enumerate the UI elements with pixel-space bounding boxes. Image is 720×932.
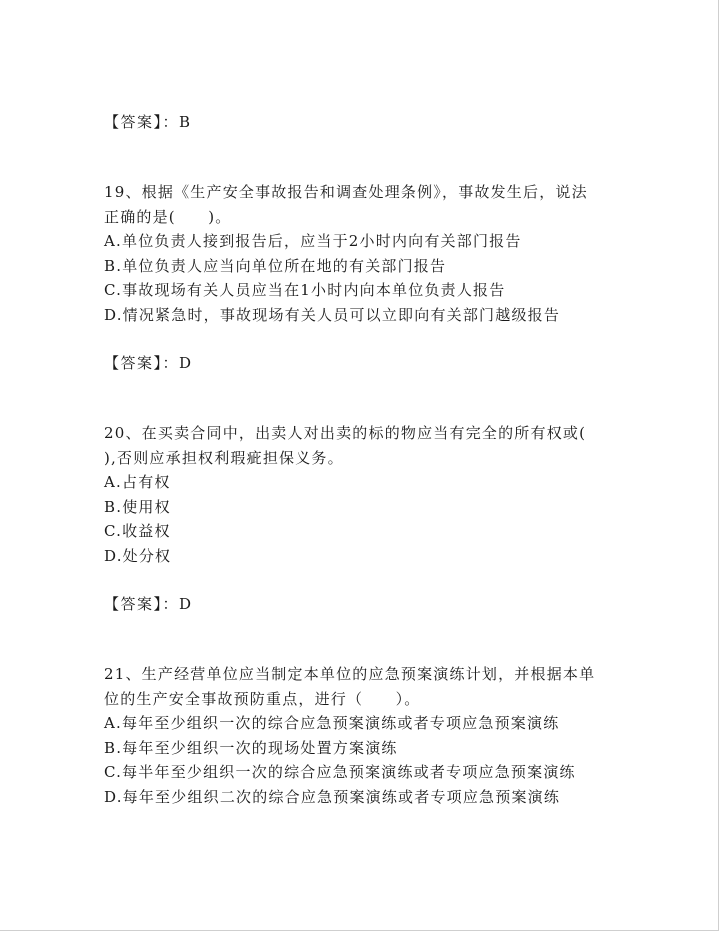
option-c: C.事故现场有关人员应当在1小时内向本单位负责人报告 — [104, 281, 506, 299]
question-20 — [104, 421, 604, 568]
question-stem-line: 21、生产经营单位应当制定本单位的应急预案演练计划，并根据本单 — [104, 665, 596, 683]
option-d: D.处分权 — [104, 546, 172, 565]
question-stem-line: 19、根据《生产安全事故报告和调查处理条例》，事故发生后，说法 — [104, 183, 588, 201]
option-b: B.使用权 — [104, 497, 171, 516]
option-c: C.每半年至少组织一次的综合应急预案演练或者专项应急预案演练 — [104, 763, 576, 781]
option-b: B.每年至少组织一次的现场处置方案演练 — [104, 738, 398, 757]
question-stem-line: 位的生产安全事故预防重点，进行（ ）。 — [104, 689, 421, 708]
option-d: D.情况紧急时，事故现场有关人员可以立即向有关部门越级报告 — [104, 305, 561, 324]
option-c: C.收益权 — [104, 522, 171, 540]
document-content — [104, 110, 604, 809]
answer-19: 【答案】：D — [104, 354, 193, 372]
answer-previous: 【答案】：B — [104, 113, 192, 131]
option-a: A.占有权 — [104, 473, 171, 491]
question-19 — [104, 180, 604, 327]
question-21 — [104, 662, 604, 809]
question-stem-line: ),否则应承担权利瑕疵担保义务。 — [104, 448, 344, 467]
option-a: A.每年至少组织一次的综合应急预案演练或者专项应急预案演练 — [104, 714, 560, 732]
question-stem-line: 20、在买卖合同中，出卖人对出卖的标的物应当有完全的所有权或( — [104, 424, 587, 442]
question-stem-line: 正确的是( )。 — [104, 207, 232, 226]
option-d: D.每年至少组织二次的综合应急预案演练或者专项应急预案演练 — [104, 787, 561, 806]
answer-20: 【答案】：D — [104, 595, 193, 613]
option-a: A.单位负责人接到报告后，应当于2小时内向有关部门报告 — [104, 232, 522, 250]
option-b: B.单位负责人应当向单位所在地的有关部门报告 — [104, 256, 447, 275]
